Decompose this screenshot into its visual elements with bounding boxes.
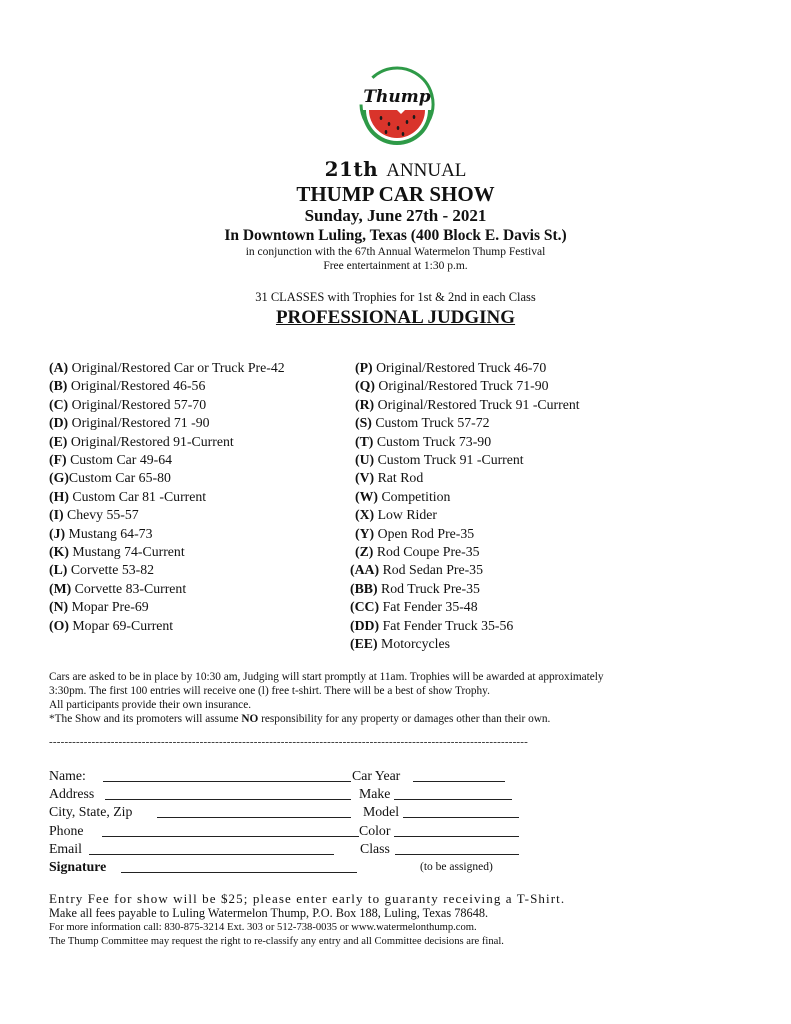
class-item [350, 433, 580, 451]
phone-label: Phone [49, 822, 84, 838]
annual-heading [0, 158, 791, 182]
class-code: (O) [49, 617, 69, 633]
class-code: (BB) [350, 580, 378, 596]
class-name: Custom Car 81 -Current [72, 488, 207, 504]
cut-line-divider: ---------------------------------------------------------------------------------------------------------------------------- [49, 736, 529, 748]
class-item [49, 359, 285, 377]
class-item [49, 414, 285, 432]
class-code: (H) [49, 488, 69, 504]
class-name: Rod Sedan Pre-35 [382, 562, 483, 578]
class-item [350, 469, 580, 487]
class-code: (S) [355, 415, 372, 431]
class-code: (M) [49, 580, 72, 596]
class-code: (DD) [350, 617, 380, 633]
phone-field[interactable] [102, 822, 359, 837]
annual-text: ANNUAL [386, 160, 467, 181]
class-item [49, 561, 285, 579]
info-paragraph [49, 670, 749, 726]
class-item [350, 580, 580, 598]
signature-field[interactable] [121, 858, 357, 873]
class-item [350, 617, 580, 635]
footer [49, 891, 769, 949]
class-code: (Y) [355, 525, 375, 541]
class-code: (A) [49, 360, 69, 375]
class-item [49, 617, 285, 635]
class-code: (U) [355, 452, 375, 468]
class-label: Class [360, 840, 390, 856]
logo-text: Thump [363, 87, 431, 107]
class-code: (Q) [355, 378, 375, 394]
class-name: Original/Restored 71 -90 [71, 415, 210, 431]
class-name: Original/Restored Car or Truck Pre-42 [71, 360, 285, 375]
class-code: (V) [355, 470, 375, 486]
disclaimer-emphasis: NO [241, 713, 259, 725]
class-code: (EE) [350, 636, 378, 652]
event-date: Sunday, June 27th - 2021 [304, 206, 487, 225]
class-item [350, 377, 580, 395]
class-code: (T) [355, 433, 374, 449]
class-item [350, 561, 580, 579]
car-year-field[interactable] [413, 767, 505, 782]
class-name: Open Rod Pre-35 [377, 525, 475, 541]
class-code: (Z) [355, 544, 374, 560]
class-item [49, 451, 285, 469]
payable-text: Make all fees payable to Luling Watermelon Thump, P.O. Box 188, Luling, Texas 78648. [49, 906, 489, 920]
class-name: Mustang 64-73 [68, 525, 153, 541]
class-name: Original/Restored Truck 46-70 [376, 360, 547, 375]
class-item [350, 396, 580, 414]
class-name: Original/Restored 57-70 [71, 396, 207, 412]
class-code: (R) [355, 396, 375, 412]
class-item [350, 506, 580, 524]
class-code: (B) [49, 378, 68, 394]
class-item [350, 488, 580, 506]
class-name: Original/Restored 46-56 [70, 378, 206, 394]
class-code: (J) [49, 525, 66, 541]
class-item [350, 451, 580, 469]
class-name: Mustang 74-Current [72, 544, 185, 560]
class-item [49, 377, 285, 395]
class-item [49, 469, 285, 487]
class-name: Low Rider [377, 507, 438, 523]
email-label: Email [49, 840, 82, 856]
class-code: (N) [49, 599, 69, 615]
class-code: (C) [49, 396, 69, 412]
class-assigned-note: (to be assigned) [420, 860, 493, 873]
ordinal-text: 21th [324, 157, 379, 181]
class-name: Corvette 83-Current [74, 580, 187, 596]
entertainment-note: Free entertainment at 1:30 p.m. [323, 260, 468, 272]
color-field[interactable] [394, 822, 519, 837]
make-label: Make [359, 786, 391, 802]
email-field[interactable] [89, 840, 334, 855]
class-item [49, 433, 285, 451]
class-name: Custom Car 49-64 [70, 452, 173, 468]
class-item [350, 598, 580, 616]
entry-fee-text: Entry Fee for show will be $25; please enter early to guaranty receiving a T-Shirt. [49, 891, 566, 906]
model-label: Model [363, 804, 400, 820]
class-name: Custom Car 65-80 [68, 470, 171, 486]
classes-left-column [49, 359, 285, 635]
class-item [49, 488, 285, 506]
class-name: Fat Fender 35-48 [382, 599, 478, 615]
contact-text: For more information call: 830-875-3214 Ext. 303 or 512-738-0035 or www.watermelonthump.com. [49, 922, 477, 933]
signature-label: Signature [49, 858, 107, 874]
class-item [350, 635, 580, 653]
class-code: (AA) [350, 562, 380, 578]
class-name: Original/Restored Truck 71-90 [378, 378, 549, 394]
class-name: Mopar 69-Current [72, 617, 174, 633]
name-label: Name: [49, 768, 86, 783]
page-title: THUMP CAR SHOW [296, 182, 495, 206]
city-state-zip-field[interactable] [157, 803, 351, 818]
conjunction-note: in conjunction with the 67th Annual Watermelon Thump Festival [245, 246, 546, 258]
judging-heading: PROFESSIONAL JUDGING [275, 307, 516, 328]
class-name: Rod Truck Pre-35 [381, 580, 480, 596]
class-name: Custom Truck 57-72 [375, 415, 490, 431]
class-code: (G) [49, 470, 69, 486]
event-location: In Downtown Luling, Texas (400 Block E. Davis St.) [224, 227, 567, 244]
class-name: Original/Restored Truck 91 -Current [377, 396, 580, 412]
name-field[interactable] [103, 767, 351, 782]
car-year-label: Car Year [352, 768, 401, 783]
class-code: (K) [49, 544, 69, 560]
class-code: (L) [49, 562, 68, 578]
make-field[interactable] [394, 785, 512, 800]
model-field[interactable] [403, 803, 519, 818]
address-label: Address [49, 786, 95, 802]
color-label: Color [359, 822, 391, 838]
class-item [49, 580, 285, 598]
class-item [350, 359, 580, 377]
class-name: Mopar Pre-69 [71, 599, 149, 615]
address-field[interactable] [105, 785, 351, 800]
disclaimer-text: responsibility for any property or damages other than their own. [258, 713, 551, 725]
city-state-zip-label: City, State, Zip [49, 804, 133, 820]
class-name: Rod Coupe Pre-35 [376, 544, 480, 560]
class-name: Competition [381, 488, 451, 504]
classes-note: 31 CLASSES with Trophies for 1st & 2nd in each Class [255, 290, 536, 304]
class-item [350, 543, 580, 561]
class-name: Motorcycles [381, 636, 451, 652]
class-item [49, 598, 285, 616]
class-code: (W) [355, 488, 378, 504]
info-line [49, 712, 749, 726]
class-code: (F) [49, 452, 67, 468]
class-code: (D) [49, 415, 69, 431]
class-code: (X) [355, 507, 375, 523]
class-name: Custom Truck 73-90 [376, 433, 492, 449]
committee-disclaimer: The Thump Committee may request the right to re-classify any entry and all Committee decisions are final. [49, 936, 504, 947]
info-line: All participants provide their own insurance. [49, 699, 252, 711]
class-item [49, 396, 285, 414]
class-code: (E) [49, 433, 68, 449]
class-code: (CC) [350, 599, 380, 615]
class-name: Rat Rod [377, 470, 424, 486]
class-name: Original/Restored 91-Current [70, 433, 234, 449]
class-field[interactable] [395, 840, 519, 855]
info-line: Cars are asked to be in place by 10:30 am, Judging will start promptly at 11am. Trophies will be awarded at approximately [49, 671, 604, 683]
class-item [49, 525, 285, 543]
class-item [49, 506, 285, 524]
watermelon-logo-icon [356, 58, 438, 150]
class-code: (P) [355, 360, 373, 375]
class-name: Corvette 53-82 [70, 562, 155, 578]
class-name: Custom Truck 91 -Current [377, 452, 524, 468]
class-item [350, 525, 580, 543]
class-code: (I) [49, 507, 64, 523]
class-item [350, 414, 580, 432]
classes-right-column [350, 359, 580, 654]
disclaimer-text: *The Show and its promoters will assume [49, 713, 242, 725]
class-name: Fat Fender Truck 35-56 [382, 617, 514, 633]
info-line: 3:30pm. The first 100 entries will receive one (l) free t-shirt. There will be a best of show Trophy. [49, 685, 490, 697]
class-name: Chevy 55-57 [67, 507, 139, 523]
class-item [49, 543, 285, 561]
